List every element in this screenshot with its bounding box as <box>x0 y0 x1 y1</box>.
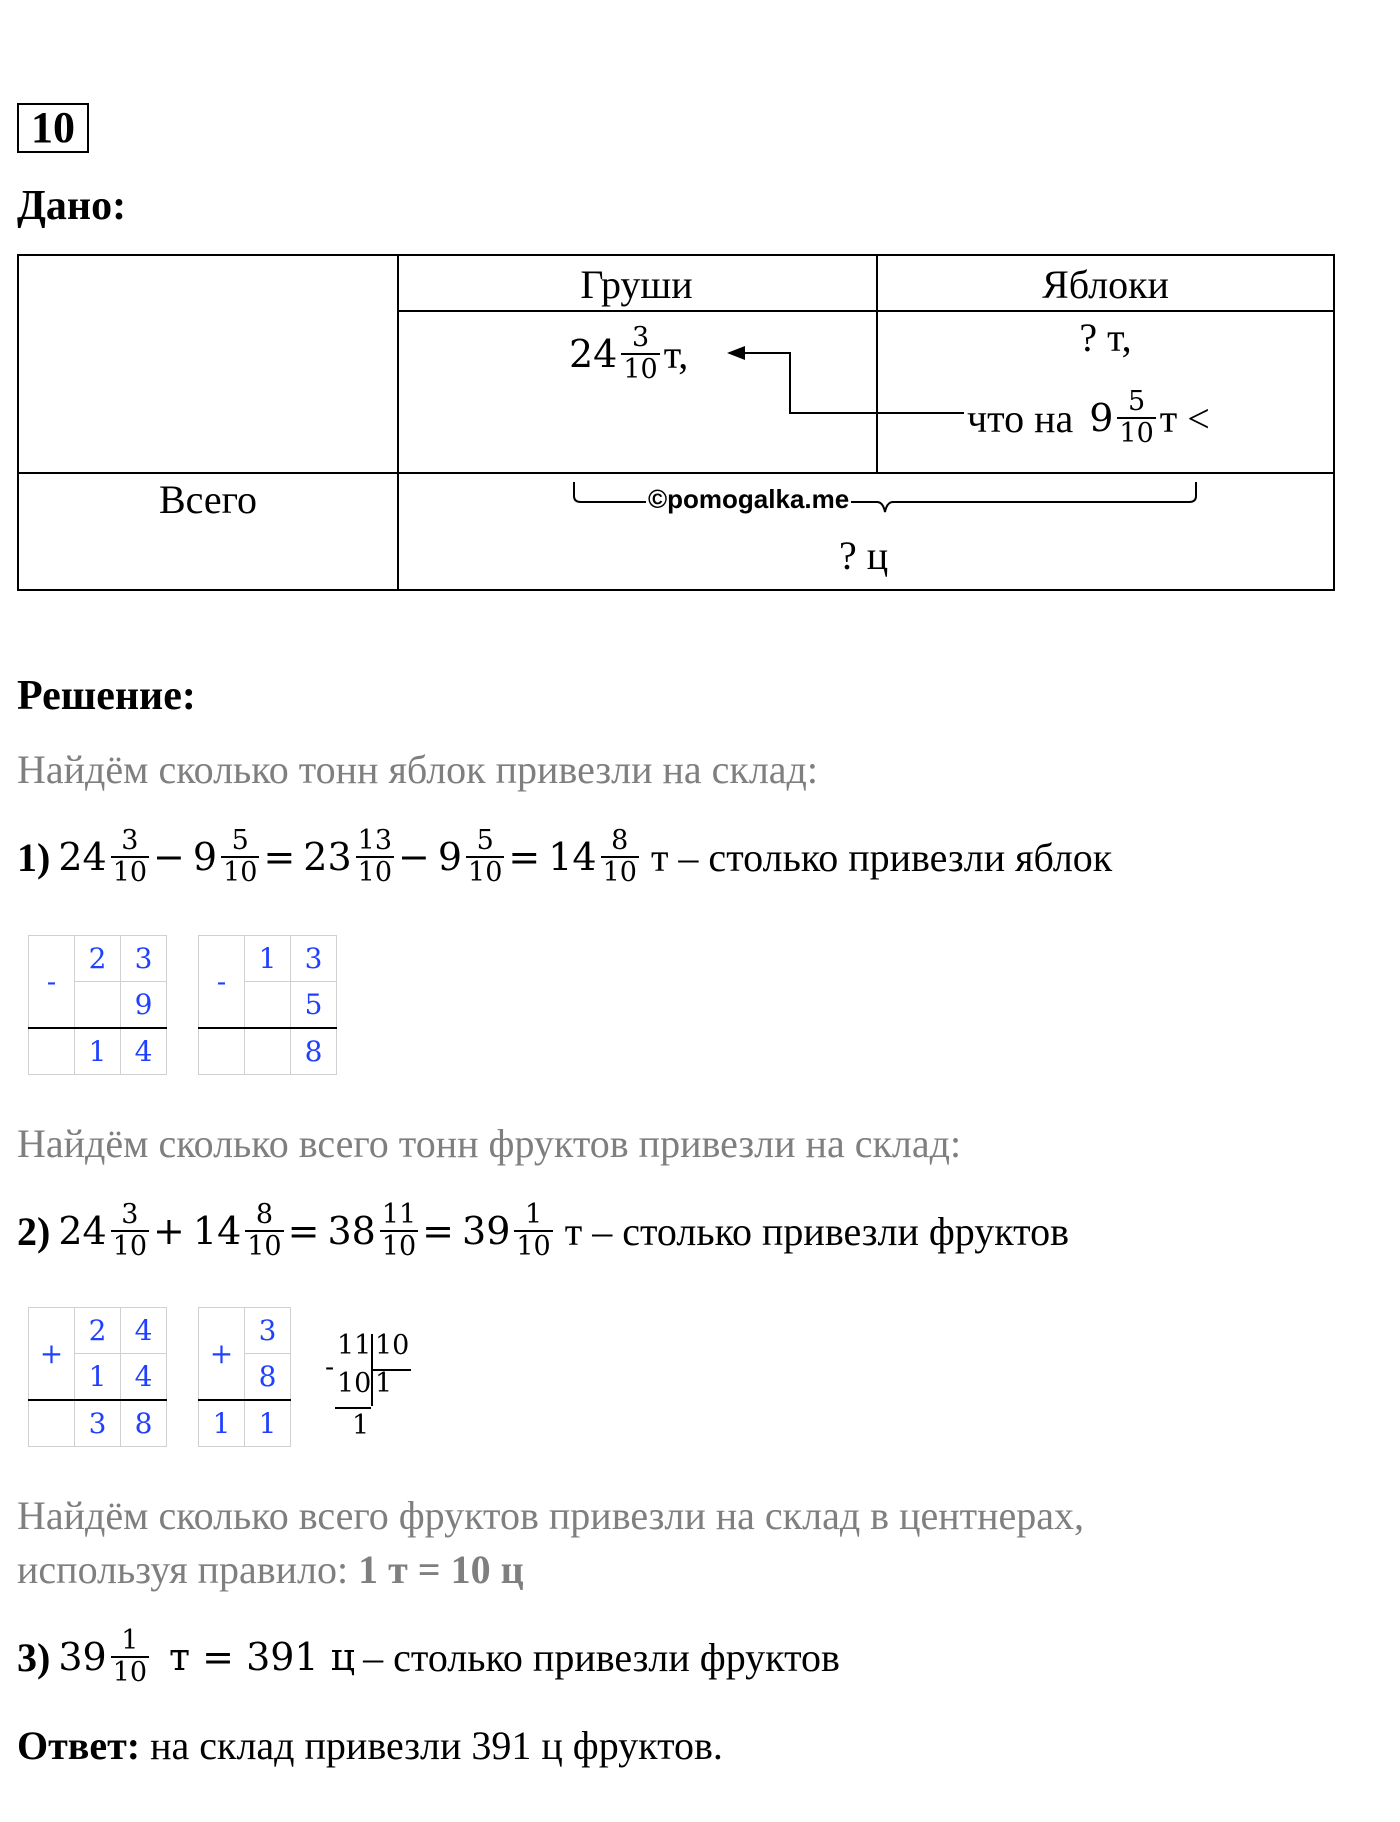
fraction: $\frac{8}{10}$ <box>602 825 637 888</box>
fraction: $\frac{13}{10}$ <box>357 825 392 888</box>
apples-comparison: что на 9 $\frac{5}{10}$ т < <box>967 386 1210 449</box>
fraction: $\frac{1}{10}$ <box>112 1625 148 1688</box>
step3-description-line1: Найдём сколько всего фруктов привезли на склад в центнерах, <box>17 1493 1085 1538</box>
total-question: ? ц <box>839 533 889 578</box>
step1-description: Найдём сколько тонн яблок привезли на склад: <box>17 747 819 792</box>
fraction: $\frac{5}{10}$ <box>468 825 503 888</box>
column-subtraction-numerator: - 1 3 5 8 <box>198 935 337 1075</box>
apples-question: ? т, <box>1079 315 1132 360</box>
col-header-apples: Яблоки <box>1042 262 1169 307</box>
row-total-label: Всего <box>158 477 258 522</box>
answer: Ответ: на склад привезли 391 ц фруктов. <box>17 1723 723 1768</box>
col-header-pears: Груши <box>580 262 693 307</box>
division-lines <box>325 1330 415 1450</box>
given-table <box>17 254 1335 591</box>
fraction: $\frac{5}{10}$ <box>223 825 258 888</box>
fraction: $\frac{11}{10}$ <box>381 1199 417 1262</box>
watermark: ©pomogalka.me <box>648 484 850 514</box>
column-addition-whole: + 2 4 1 4 3 8 <box>28 1307 167 1447</box>
fraction: $\frac{8}{10}$ <box>247 1199 282 1262</box>
pears-value: 24 $\frac{3}{10}$ т, <box>569 322 689 385</box>
fraction: $\frac{3}{10}$ <box>623 322 658 385</box>
step3-equation: 3) 39 $\frac{1}{10}$ т = 391 ц – столько привезли фруктов <box>17 1625 840 1688</box>
long-division: 11 10 - 10 1 1 <box>325 1330 415 1450</box>
solution-heading: Решение: <box>17 673 196 719</box>
conversion-rule: 1 т = 10 ц <box>358 1547 524 1592</box>
step2-equation: 2) 24 $\frac{3}{10}$ + 14 $\frac{8}{10}$ = 38 $\frac{11}{10}$ = 39 $\frac{1}{10}$ т – столько привезли фруктов <box>17 1199 1070 1262</box>
given-heading: Дано: <box>17 183 127 229</box>
step1-equation: 1) 24 $\frac{3}{10}$ − 9 $\frac{5}{10}$ = 23 $\frac{13}{10}$ − 9 $\frac{5}{10}$ = 14 $\frac{8}{10}$ т – столько привезли яблок <box>17 825 1113 888</box>
task-number: 10 <box>17 103 89 153</box>
column-addition-numerator: + 3 8 1 1 <box>198 1307 291 1447</box>
fraction: $\frac{3}{10}$ <box>112 825 148 888</box>
column-subtraction-whole: - 2 3 9 1 4 <box>28 935 167 1075</box>
step3-description-line2: используя правило: 1 т = 10 ц <box>17 1547 524 1592</box>
fraction: $\frac{3}{10}$ <box>112 1199 148 1262</box>
step2-description: Найдём сколько всего тонн фруктов привезли на склад: <box>17 1121 962 1166</box>
fraction: $\frac{5}{10}$ <box>1119 386 1154 449</box>
fraction: $\frac{1}{10}$ <box>516 1199 551 1262</box>
total-brace <box>19 256 1333 589</box>
